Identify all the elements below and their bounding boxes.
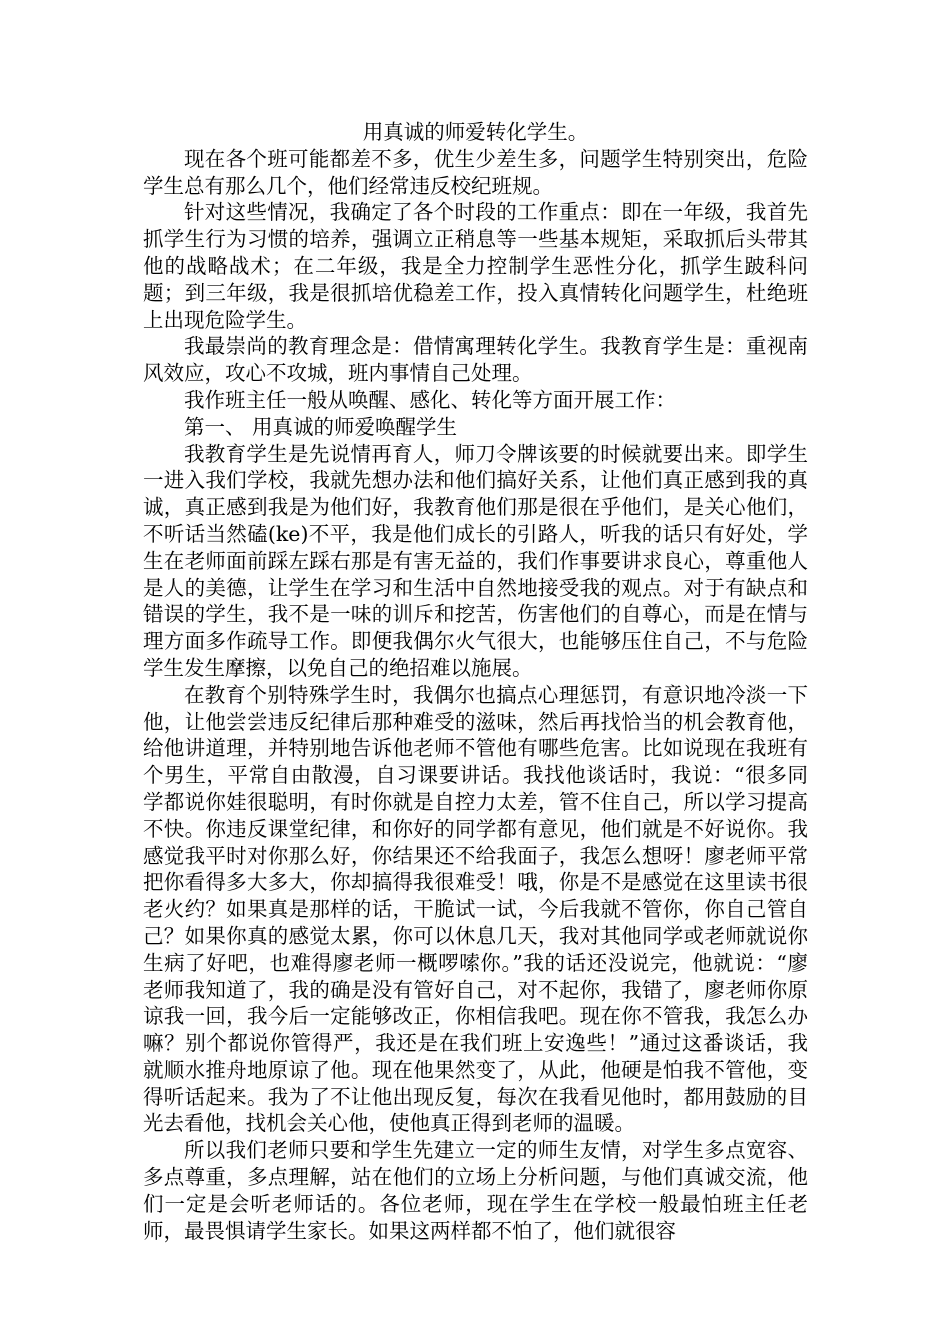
paragraph-focus: 针对这些情况，我确定了各个时段的工作重点：即在一年级，我首先抓学生行为习惯的培养，强调立正稍息等一些基本规矩，采取抓后头带其他的战略战术；在二年级，我是全力控制学生恶性分化，抓学生跛科问题；到三年级，我是很抓培优稳差工作，投入真情转化问题学生，杜绝班上出现危险学生。 [143,200,808,332]
paragraph-intro: 现在各个班可能都差不多，优生少差生多，问题学生特别突出，危险学生总有那么几个，他们经常违反校纪班规。 [143,146,808,198]
paragraph-conclusion: 所以我们老师只要和学生先建立一定的师生友情，对学生多点宽容、多点尊重，多点理解，站在他们的立场上分析问题，与他们真诚交流，他们一定是会听老师话的。各位老师，现在学生在学校一般最怕班主任老师，最畏惧请学生家长。如果这两样都不怕了，他们就很容 [143,1138,808,1243]
paragraph-example: 在教育个别特殊学生时，我偶尔也搞点心理惩罚，有意识地冷淡一下他，让他尝尝违反纪律后那种难受的滋味，然后再找恰当的机会教育他，给他讲道理，并特别地告诉他老师不管他有哪些危害。比如说现在我班有个男生，平常自由散漫，自习课要讲话。我找他谈话时，我说：“很多同学都说你娃很聪明，有时你就是自控力太差，管不住自己，所以学习提高不快。你违反课堂纪律，和你好的同学都有意见，他们就是不好说你。我感觉我平时对你那么好，你结果还不给我面子，我怎么想呀！廖老师平常把你看得多大多大，你却搞得我很难受！哦，你是不是感觉在这里读书很老火约？如果真是那样的话，干脆试一试，今后我就不管你，你自己管自己？如果你真的感觉太累，你可以休息几天，我对其他同学或老师就说你生病了好吧，也难得廖老师一概啰嗦你。”我的话还没说完，他就说：“廖老师我知道了，我的确是没有管好自己，对不起你，我错了，廖老师你原谅我一回，我今后一定能够改正，你相信我吧。现在你不管我，我怎么办嘛？别个都说你管得严，我还是在我们班上安逸些！”通过这番谈话，我就顺水推舟地原谅了他。现在他果然变了，从此，他硬是怕我不管他，变得听话起来。我为了不让他出现反复，每次在我看见他时，都用鼓励的目光去看他，找机会关心他，使他真正得到老师的温暖。 [143,682,808,1136]
paragraph-approach: 我作班主任一般从唤醒、感化、转化等方面开展工作： [184,387,676,412]
document-page [143,119,808,1244]
document-title: 用真诚的师爱转化学生。 [362,120,589,144]
paragraph-method: 我教育学生是先说情再育人，师刀令牌该要的时候就要出来。即学生一进入我们学校，我就先想办法和他们搞好关系，让他们真正感到我的真诚，真正感到我是为他们好，我教育他们那是很在乎他们，是关心他们，不听话当然磕(ke)不平，我是他们成长的引路人，听我的话只有好处，学生在老师面前踩左踩右那是有害无益的，我们作事要讲求良心，尊重他人是人的美德，让学生在学习和生活中自然地接受我的观点。对于有缺点和错误的学生，我不是一味的训斥和挖苦，伤害他们的自尊心，而是在情与理方面多作疏导工作。即便我偶尔火气很大，也能够压住自己，不与危险学生发生摩擦，以免自己的绝招难以施展。 [143,441,808,680]
paragraph-philosophy: 我最崇尚的教育理念是：借情寓理转化学生。我教育学生是：重视南风效应，攻心不攻城，班内事情自己处理。 [143,334,808,386]
section-heading-first: 第一、 用真诚的师爱唤醒学生 [184,414,458,439]
